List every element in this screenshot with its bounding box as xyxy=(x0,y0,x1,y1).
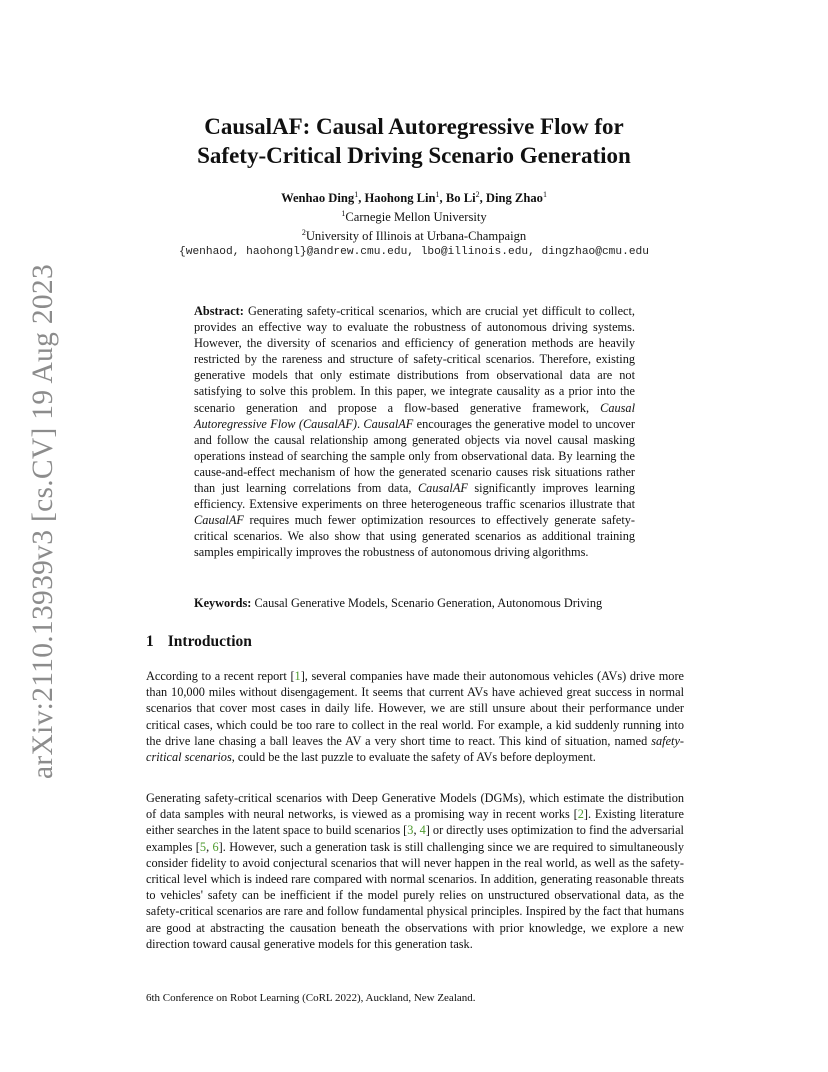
abstract-label: Abstract: xyxy=(194,304,244,318)
author-emails: {wenhaod, haohongl}@andrew.cmu.edu, lbo@illinois.edu, dingzhao@cmu.edu xyxy=(179,246,649,258)
title-line-1: CausalAF: Causal Autoregressive Flow for xyxy=(204,114,624,139)
author-affiliation-mark: 1 xyxy=(354,190,359,199)
intro-paragraph-1 xyxy=(146,668,684,765)
paragraph-text: Generating safety-critical scenarios with Deep Generative Models (DGMs), which estimate the distribution of data samples with neural networks, is viewed as a promising way in recent works [ xyxy=(146,791,684,822)
author-names xyxy=(0,191,828,206)
affiliation-2 xyxy=(0,225,828,244)
author-separator: , xyxy=(439,191,446,205)
citation-link[interactable]: 2 xyxy=(577,807,584,822)
paper-title xyxy=(0,112,828,170)
author-separator: , xyxy=(358,191,365,205)
citation-link[interactable]: 1 xyxy=(294,669,301,683)
abstract-emphasis: Causal Autoregressive Flow (CausalAF) xyxy=(194,400,635,431)
abstract-text: encourages the generative model to uncover and follow the causal relationship among generated objects via novel causal masking operations instead of searching the sample only from observational data. By learning the cause-and-effect mechanism of how the generated scenario causes risk situations rather than just learning correlations from data, xyxy=(194,416,635,496)
affiliation-name: Carnegie Mellon University xyxy=(345,210,487,224)
paragraph-text: ]. However, such a generation task is still challenging since we are required to simultaneously consider fidelity to avoid conjectural scenarios that will never happen in the real world, as well as the safety-critical level which is indeed rare compared with normal scenarios. In addition, generating reasonable threats to vehicles' safety can be inefficient if the model purely relies on unstructured observational data, as the safety-critical scenarios are rare and follow fundamental physical principles. Inspired by the fact that humans are good at abstracting the causation beneath the observations with prior knowledge, we explore a new direction toward causal generative models for this generation task. xyxy=(146,839,685,951)
paragraph-text: , xyxy=(413,823,420,838)
author-block xyxy=(0,191,828,260)
citation-link[interactable]: 4 xyxy=(419,823,426,838)
author-affiliation-mark: 2 xyxy=(475,190,480,199)
arxiv-stamp xyxy=(24,263,64,779)
keywords xyxy=(194,595,654,611)
paragraph-text: ]. Existing literature either searches in the latent space to build scenarios [ xyxy=(146,807,685,838)
author-name: Ding Zhao xyxy=(485,191,543,205)
paragraph-text: , could be the last puzzle to evaluate the safety of AVs before deployment. xyxy=(231,750,596,765)
section-heading xyxy=(146,632,252,652)
abstract-emphasis: CausalAF xyxy=(194,513,244,528)
abstract-emphasis: CausalAF xyxy=(363,416,414,431)
affiliation-name: University of Illinois at Urbana-Champaign xyxy=(305,229,527,243)
affiliation-number: 2 xyxy=(301,228,306,237)
paragraph-text: According to a recent report [ xyxy=(146,669,295,683)
arxiv-stamp-text: arXiv:2110.13939v3 [cs.CV] 19 Aug 2023 xyxy=(27,263,60,779)
paragraph-text: ], several companies have made their autonomous vehicles (AVs) drive more than 10,000 miles without disengagement. It seems that current AVs have achieved great success in normal scenarios that cover most cases in daily life. However, we are still unsure about their performance under critical cases, which could be too rare to collect in the real world. For example, a kid suddenly running into the drive lane chasing a ball leaves the AV a very short time to react. This kind of situation, named xyxy=(146,669,684,748)
section-title: Introduction xyxy=(167,633,252,650)
section-number: 1 xyxy=(146,633,154,650)
author-name: Bo Li xyxy=(445,191,476,205)
abstract-emphasis: CausalAF xyxy=(417,481,468,496)
citation-link[interactable]: 5 xyxy=(199,839,207,854)
affiliation-1 xyxy=(0,206,828,225)
keywords-text: Causal Generative Models, Scenario Generation, Autonomous Driving xyxy=(251,596,603,610)
conference-footer: 6th Conference on Robot Learning (CoRL 2022), Auckland, New Zealand. xyxy=(146,992,476,1004)
paragraph-emphasis: safety-critical scenarios xyxy=(146,733,684,765)
author-affiliation-mark: 1 xyxy=(435,190,440,199)
author-separator: , xyxy=(479,191,486,205)
abstract-text: Generating safety-critical scenarios, which are crucial yet difficult to collect, provides an effective way to evaluate the robustness of autonomous driving systems. However, the diversity of scenarios and efficiency of generation methods are heavily restricted by the rareness and structure of safety-critical scenarios. Therefore, existing generative models that only estimate distributions from observational data are not satisfying to solve this problem. In this paper, we integrate causality as a prior into the scenario generation and propose a flow-based generative framework, xyxy=(194,304,635,415)
paragraph-text: , xyxy=(206,839,213,854)
intro-paragraph-2 xyxy=(146,790,684,952)
citation-link[interactable]: 6 xyxy=(212,839,219,854)
paragraph-text: ] or directly uses optimization to find the adversarial examples [ xyxy=(146,823,684,854)
author-affiliation-mark: 1 xyxy=(542,190,547,199)
citation-link[interactable]: 3 xyxy=(407,823,414,838)
author-name: Haohong Lin xyxy=(364,191,436,205)
author-name: Wenhao Ding xyxy=(281,191,355,205)
abstract-text: requires much fewer optimization resources to effectively generate safety-critical scenarios. We also show that using generated scenarios as additional training samples empirically improves the robustness of autonomous driving algorithms. xyxy=(194,513,635,560)
abstract-text: . xyxy=(356,416,364,431)
keywords-label: Keywords: xyxy=(194,596,252,610)
title-line-2: Safety-Critical Driving Scenario Generation xyxy=(197,143,631,168)
abstract xyxy=(194,303,635,561)
affiliation-number: 1 xyxy=(341,209,346,218)
abstract-text: significantly improves learning efficiency. Extensive experiments on three heterogeneous traffic scenarios illustrate that xyxy=(194,481,635,512)
